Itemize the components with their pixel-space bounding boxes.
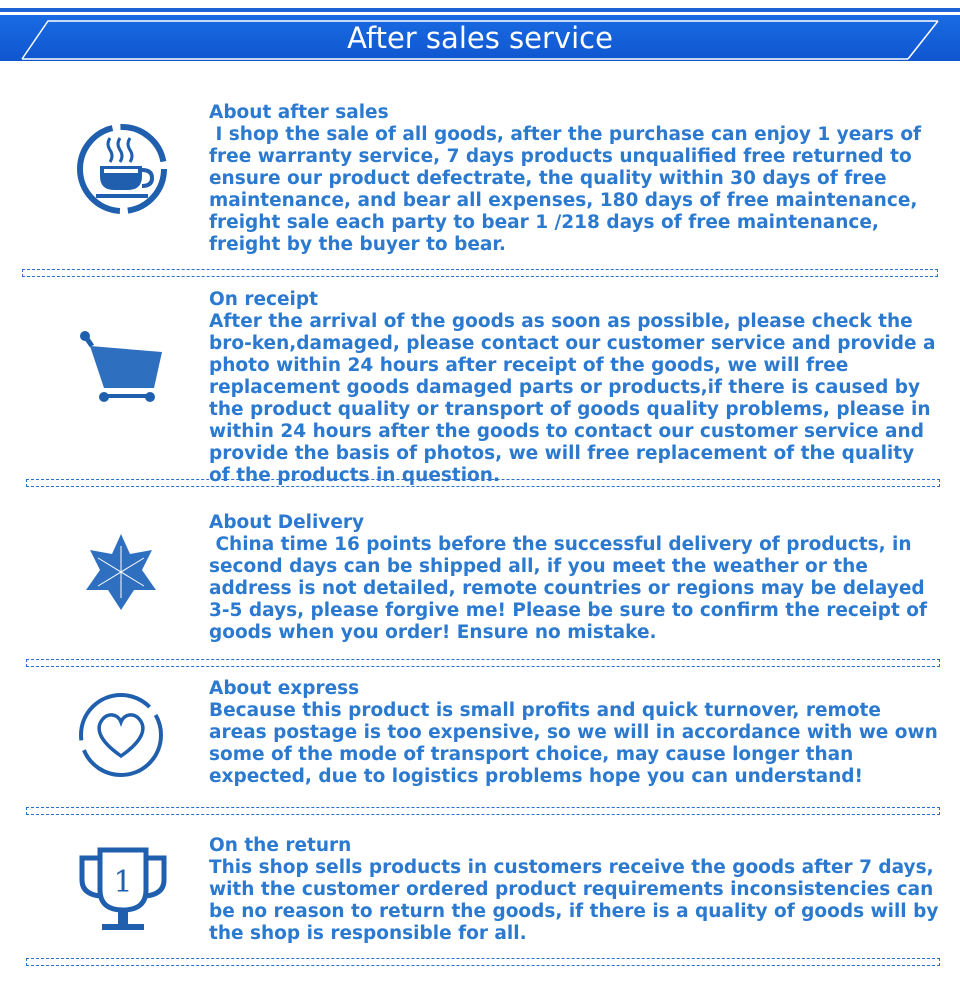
section-heading: About after sales [209,102,389,123]
coffee-cup-icon [74,122,170,216]
section-body: Because this product is small profits and quick turnover, remote areas postage is too expensive, so we will in accordance with we own some of the mode of transport choice, may cause longer than expected, due to logistics problems hope you can understand! [209,700,945,787]
header-banner [0,0,960,64]
banner-title: After sales service [347,21,613,55]
section-heading: On receipt [209,289,318,310]
dashed-divider [22,269,938,277]
heart-icon [78,692,164,778]
section-body: China time 16 points before the successful delivery of products, in second days can be shipped all, if you meet the weather or the address is not detailed, remote countries or regions may be delayed 3-5 days, please forgive me! Please be sure to confirm the receipt of goods when you order! Ensure no mistake. [209,534,934,643]
dashed-divider [26,958,940,966]
dashed-divider [26,807,940,815]
section-body: After the arrival of the goods as soon as possible, please check the bro-ken,damaged, please contact our customer service and provide a photo within 24 hours after receipt of the goods, we will free replacement goods damaged parts or products,if there is caused by the product quality or transport of goods quality problems, please in within 24 hours after the goods to contact our customer service and provide the basis of photos, we will free replacement of the quality of the products in question. [209,311,942,486]
section-body: This shop sells products in customers receive the goods after 7 days, with the customer ordered product requirements inconsistencies can be no reason to return the goods, if there is a quality of goods will by the shop is responsible for all. [209,857,945,944]
dashed-divider [26,479,940,487]
section-heading: About express [209,678,360,699]
dashed-divider [26,659,940,667]
banner-top-stripe [0,8,960,12]
section-body: I shop the sale of all goods, after the purchase can enjoy 1 years of free warranty service, 7 days products unqualified free returned to ensure our product defectrate, the quality within 30 days of free maintenance, and bear all expenses, 180 days of free maintenance, freight sale each party to bear 1 /218 days of free maintenance, freight by the buyer to bear. [209,124,928,255]
trophy-number: 1 [113,865,133,900]
section-heading: About Delivery [209,512,365,533]
shopping-cart-icon [78,330,166,406]
snowflake-icon [82,532,160,612]
section-heading: On the return [209,835,352,856]
trophy-icon [78,846,168,934]
